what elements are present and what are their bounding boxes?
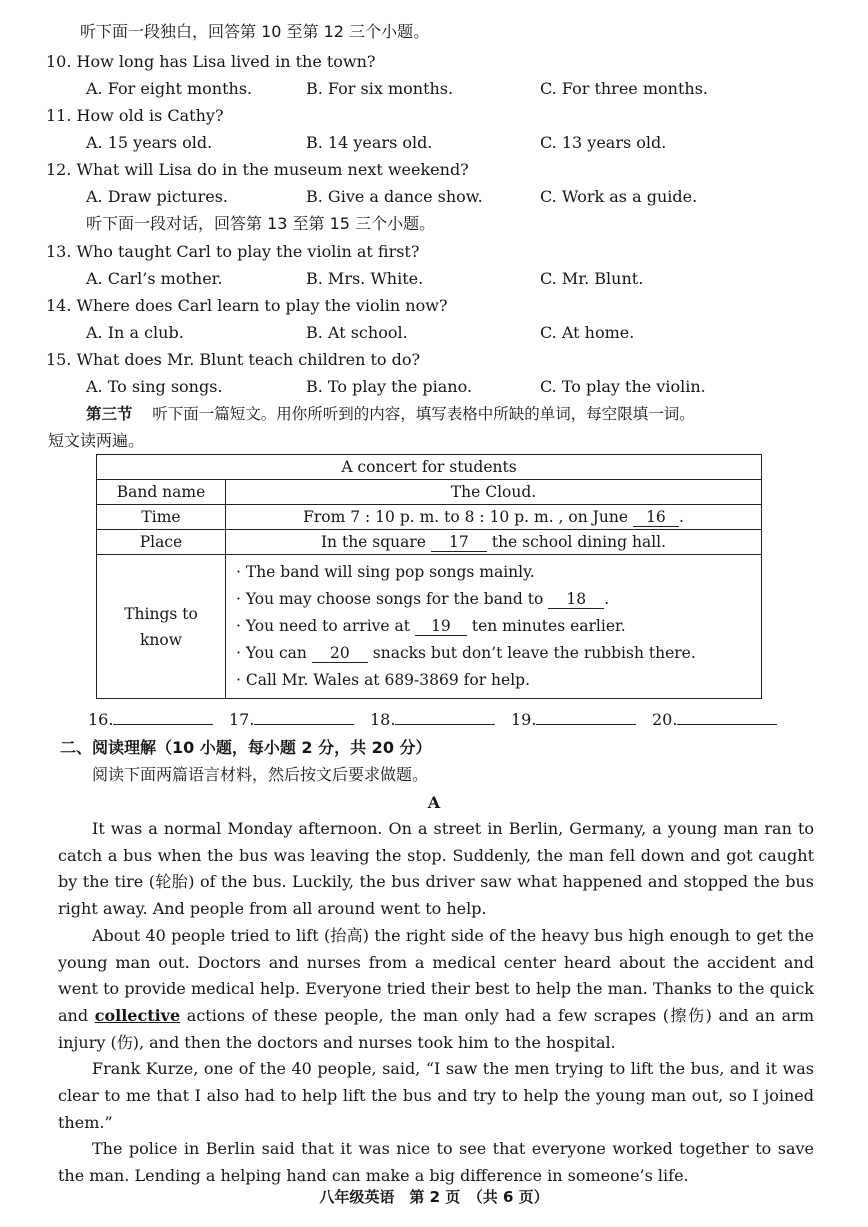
answer-19-label: 19. [511, 710, 537, 729]
question-10: 10. How long has Lisa lived in the town? [46, 52, 376, 71]
answer-17-label: 17. [229, 710, 255, 729]
page-footer: 八年级英语 第 2 页 （共 6 页） [319, 1188, 549, 1206]
q12-option-c: C. Work as a guide. [540, 187, 698, 206]
thing-3 [236, 613, 751, 640]
table-title: A concert for students [97, 455, 762, 480]
thing-3-text: · You need to arrive at [236, 617, 410, 635]
passage-a [58, 816, 814, 1190]
place-text: In the square [320, 533, 426, 551]
band-name-value: The Cloud. [226, 480, 762, 505]
q13-option-c: C. Mr. Blunt. [540, 269, 644, 288]
q14-option-b: B. At school. [306, 323, 408, 342]
things-to-know-list [226, 555, 762, 699]
answer-16[interactable] [88, 710, 213, 729]
thing-2 [236, 586, 751, 613]
answer-17[interactable] [229, 710, 354, 729]
thing-4-text-2: snacks but don’t leave the rubbish there. [372, 644, 696, 662]
reading-instruction: 阅读下面两篇语言材料，然后按文后要求做题。 [92, 765, 429, 784]
q10-option-c: C. For three months. [540, 79, 708, 98]
paragraph-2 [58, 923, 814, 1057]
thing-4 [236, 640, 751, 667]
time-value [226, 505, 762, 530]
concert-table [96, 454, 762, 699]
q15-option-c: C. To play the violin. [540, 377, 706, 396]
blank-17: 17 [431, 533, 487, 552]
q15-option-a: A. To sing songs. [86, 377, 223, 396]
answer-16-label: 16. [88, 710, 114, 729]
answer-18-label: 18. [370, 710, 396, 729]
thing-2-text: · You may choose songs for the band to [236, 590, 544, 608]
things-label-line2: know [140, 630, 182, 649]
q14-option-a: A. In a club. [86, 323, 184, 342]
time-label: Time [97, 505, 226, 530]
question-15: 15. What does Mr. Blunt teach children to do? [46, 350, 421, 369]
keyword-collective: collective [94, 1005, 181, 1025]
q12-option-a: A. Draw pictures. [86, 187, 228, 206]
paragraph-4: The police in Berlin said that it was nice to see that everyone worked together to save the man. Lending a helping hand can make a big difference in someone’s life. [58, 1139, 814, 1186]
section-instruction-monologue: 听下面一段独白，回答第 10 至第 12 三个小题。 [80, 22, 430, 41]
thing-4-text: · You can [236, 644, 307, 662]
section3-instruction: 听下面一篇短文。用你所听到的内容，填写表格中所缺的单词，每空限填一词。 [152, 405, 695, 423]
paragraph-2-text: About 40 people tried to lift (抬高) the right side of the heavy bus high enough to get the young man out. Doctors and nurses from a medical center heard about the accident and went to provide medical help. Everyone tried their best to help the man. Thanks to the quick and [58, 925, 814, 1025]
q11-option-b: B. 14 years old. [306, 133, 433, 152]
q13-option-a: A. Carl’s mother. [86, 269, 223, 288]
place-label: Place [97, 530, 226, 555]
paragraph-3: Frank Kurze, one of the 40 people, said, “I saw the men trying to lift the bus, and it was clear to me that I also had to help lift the bus and try to help the young man out, so I joined them.” [58, 1059, 814, 1132]
thing-1: · The band will sing pop songs mainly. [236, 563, 535, 581]
blank-20: 20 [312, 644, 368, 663]
thing-3-text-2: ten minutes earlier. [471, 617, 626, 635]
q11-option-a: A. 15 years old. [86, 133, 213, 152]
passage-label: A [427, 793, 441, 812]
question-14: 14. Where does Carl learn to play the violin now? [46, 296, 448, 315]
thing-2-period: . [604, 590, 610, 608]
paragraph-2-text-2: actions of these people, the man only had a few scrapes (擦伤) and an arm injury (伤), and then the doctors and nurses took him to the hospital. [58, 1005, 814, 1052]
blank-19: 19 [415, 617, 467, 636]
section-instruction-dialogue: 听下面一段对话，回答第 13 至第 15 三个小题。 [86, 214, 436, 233]
band-name-label: Band name [97, 480, 226, 505]
place-value [226, 530, 762, 555]
q10-option-b: B. For six months. [306, 79, 454, 98]
blank-16: 16 [633, 508, 679, 527]
paragraph-1: It was a normal Monday afternoon. On a street in Berlin, Germany, a young man ran to catch a bus when the bus was leaving the stop. Suddenly, the man fell down and got caught by the tire (轮胎) of the bus. Luckily, the bus driver saw what happened and stopped the bus right away. And people from all around went to help. [58, 819, 814, 919]
answer-20[interactable] [652, 710, 777, 729]
q12-option-b: B. Give a dance show. [306, 187, 483, 206]
answer-20-label: 20. [652, 710, 678, 729]
things-label-line1: Things to [124, 604, 198, 623]
section3-instruction-cont: 短文读两遍。 [48, 431, 145, 450]
question-11: 11. How old is Cathy? [46, 106, 224, 125]
blank-18: 18 [548, 590, 604, 609]
time-text: From 7 : 10 p. m. to 8 : 10 p. m. , on June [303, 508, 628, 526]
answer-18[interactable] [370, 710, 495, 729]
place-text-2: the school dining hall. [491, 533, 667, 551]
q10-option-a: A. For eight months. [86, 79, 253, 98]
question-13: 13. Who taught Carl to play the violin at first? [46, 242, 420, 261]
q15-option-b: B. To play the piano. [306, 377, 473, 396]
question-12: 12. What will Lisa do in the museum next weekend? [46, 160, 469, 179]
things-to-know-label [97, 555, 226, 699]
reading-section-title: 二、阅读理解（10 小题，每小题 2 分，共 20 分） [60, 738, 432, 757]
section3-title: 第三节 [86, 405, 133, 423]
q13-option-b: B. Mrs. White. [306, 269, 424, 288]
section3-heading [86, 404, 695, 424]
thing-5: · Call Mr. Wales at 689-3869 for help. [236, 671, 531, 689]
q11-option-c: C. 13 years old. [540, 133, 667, 152]
time-period: . [678, 508, 684, 526]
answer-19[interactable] [511, 710, 636, 729]
q14-option-c: C. At home. [540, 323, 635, 342]
